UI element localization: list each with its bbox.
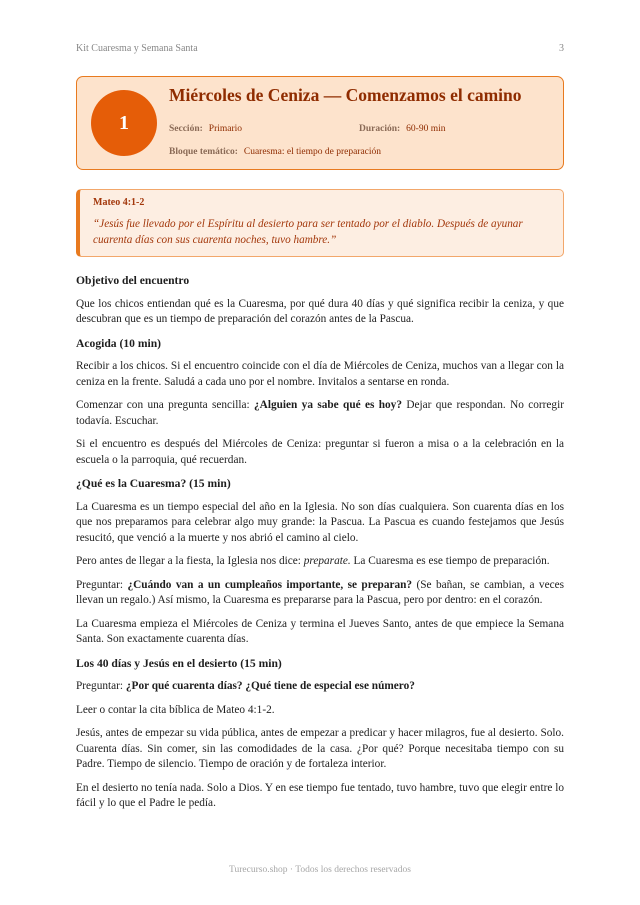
paragraph-acogida-2 — [76, 398, 564, 429]
running-footer: Turecurso.shop · Todos los derechos reservados — [229, 865, 411, 875]
session-number-badge: 1 — [91, 90, 157, 156]
session-title: Miércoles de Ceniza — Comenzamos el camino — [169, 85, 522, 105]
duration-label: Duración: — [359, 124, 401, 134]
paragraph-desierto-3: Jesús, antes de empezar su vida pública, antes de empezar a predicar y hacer milagros, fue al desierto. Solo. Cuarenta días. Sin comer, sin las comodidades de la casa. ¿Por qué? Porque necesitaba tiempo con su Padre. Tiempo de silencio. Tiempo de oración y de fortaleza interior. — [76, 727, 564, 770]
paragraph-que-es-2 — [76, 554, 564, 570]
paragraph-acogida-3: Si el encuentro es después del Miércoles de Ceniza: preguntar si fueron a misa o a la celebración en la escuela o la parroquia, qué recuerdan. — [76, 438, 564, 466]
heading-desierto: Los 40 días y Jesús en el desierto (15 min) — [76, 656, 282, 670]
section-value: Primario — [208, 124, 243, 134]
question-highlight: ¿Por qué cuarenta días? ¿Qué tiene de especial ese número? — [125, 680, 415, 692]
paragraph-desierto-4: En el desierto no tenía nada. Solo a Dios. Y en ese tiempo fue tentado, tuvo hambre, tuvo que elegir entre lo fácil y lo que el Padre le pedía. — [76, 781, 564, 809]
heading-objetivo: Objetivo del encuentro — [76, 274, 190, 287]
text-run: La Cuaresma es ese tiempo de preparación. — [350, 555, 550, 567]
text-run: Preguntar: — [76, 680, 126, 692]
text-run: Comenzar con una pregunta sencilla: — [76, 399, 255, 411]
paragraph-que-es-4: La Cuaresma empieza el Miércoles de Ceniza y termina el Jueves Santo, antes de que empiece la Semana Santa. Son exactamente cuarenta días. — [76, 617, 564, 645]
page-number: 3 — [559, 43, 564, 54]
running-header — [76, 43, 564, 54]
question-highlight: ¿Alguien ya sabe qué es hoy? — [254, 399, 402, 411]
session-card — [76, 76, 564, 170]
heading-que-es-cuaresma: ¿Qué es la Cuaresma? (15 min) — [76, 477, 231, 490]
text-run: (Se bañan, se cambian, a veces llevan un regalo.) Así mismo, la Cuaresma es prepararse para la Pascua, pero por dentro: en el corazón. — [76, 578, 565, 606]
heading-acogida: Acogida (10 min) — [76, 336, 162, 350]
paragraph-acogida-1: Recibir a los chicos. Si el encuentro coincide con el día de Miércoles de Ceniza, muchos van a llegar con la ceniza en la frente. Saludá a cada uno por el nombre. Invitalos a sentarse en ronda. — [76, 360, 564, 388]
paragraph-desierto-2: Leer o contar la cita bíblica de Mateo 4:1-2. — [76, 703, 275, 716]
paragraph-desierto-1 — [76, 679, 564, 695]
paragraph-que-es-1: La Cuaresma es un tiempo especial del año en la Iglesia. No son días cualquiera. Son cuarenta días en los que nos preparamos para celebrar algo muy grande: la Pascua. La Pascua es cuando festejamos que Jesús resucitó, que venció a la muerte y nos abrió el camino al cielo. — [76, 500, 564, 544]
main-content — [76, 273, 564, 820]
section-label: Sección: — [169, 124, 203, 134]
duration-value: 60-90 min — [406, 124, 446, 134]
session-duration — [359, 124, 446, 134]
text-run: Dejar que respondan. No corregir todavía. Escuchar. — [76, 399, 564, 427]
quote-text: “Jesús fue llevado por el Espíritu al desierto para ser tentado por el diablo. Después de ayunar cuarenta días con sus cuarenta noches, tuvo hambre.” — [93, 218, 523, 246]
block-value: Cuaresma: el tiempo de preparación — [243, 147, 382, 157]
text-run: Preguntar: — [76, 578, 128, 591]
bible-quote-box — [76, 189, 564, 257]
paragraph-que-es-3 — [76, 578, 564, 609]
session-block — [169, 147, 381, 157]
paragraph-objetivo: Que los chicos entiendan qué es la Cuaresma, por qué dura 40 días y qué significa recibir la ceniza, y que descubran que es un tiempo de preparación del corazón antes de la Pascua. — [76, 297, 564, 325]
text-run: Pero antes de llegar a la fiesta, la Iglesia nos dice: — [76, 555, 304, 567]
block-label: Bloque temático: — [169, 147, 238, 157]
question-highlight: ¿Cuándo van a un cumpleaños importante, se preparan? — [127, 578, 413, 591]
session-section — [169, 124, 242, 134]
quote-reference: Mateo 4:1-2 — [93, 197, 145, 208]
kit-name: Kit Cuaresma y Semana Santa — [76, 43, 198, 54]
emphasis: preparate. — [303, 555, 351, 567]
